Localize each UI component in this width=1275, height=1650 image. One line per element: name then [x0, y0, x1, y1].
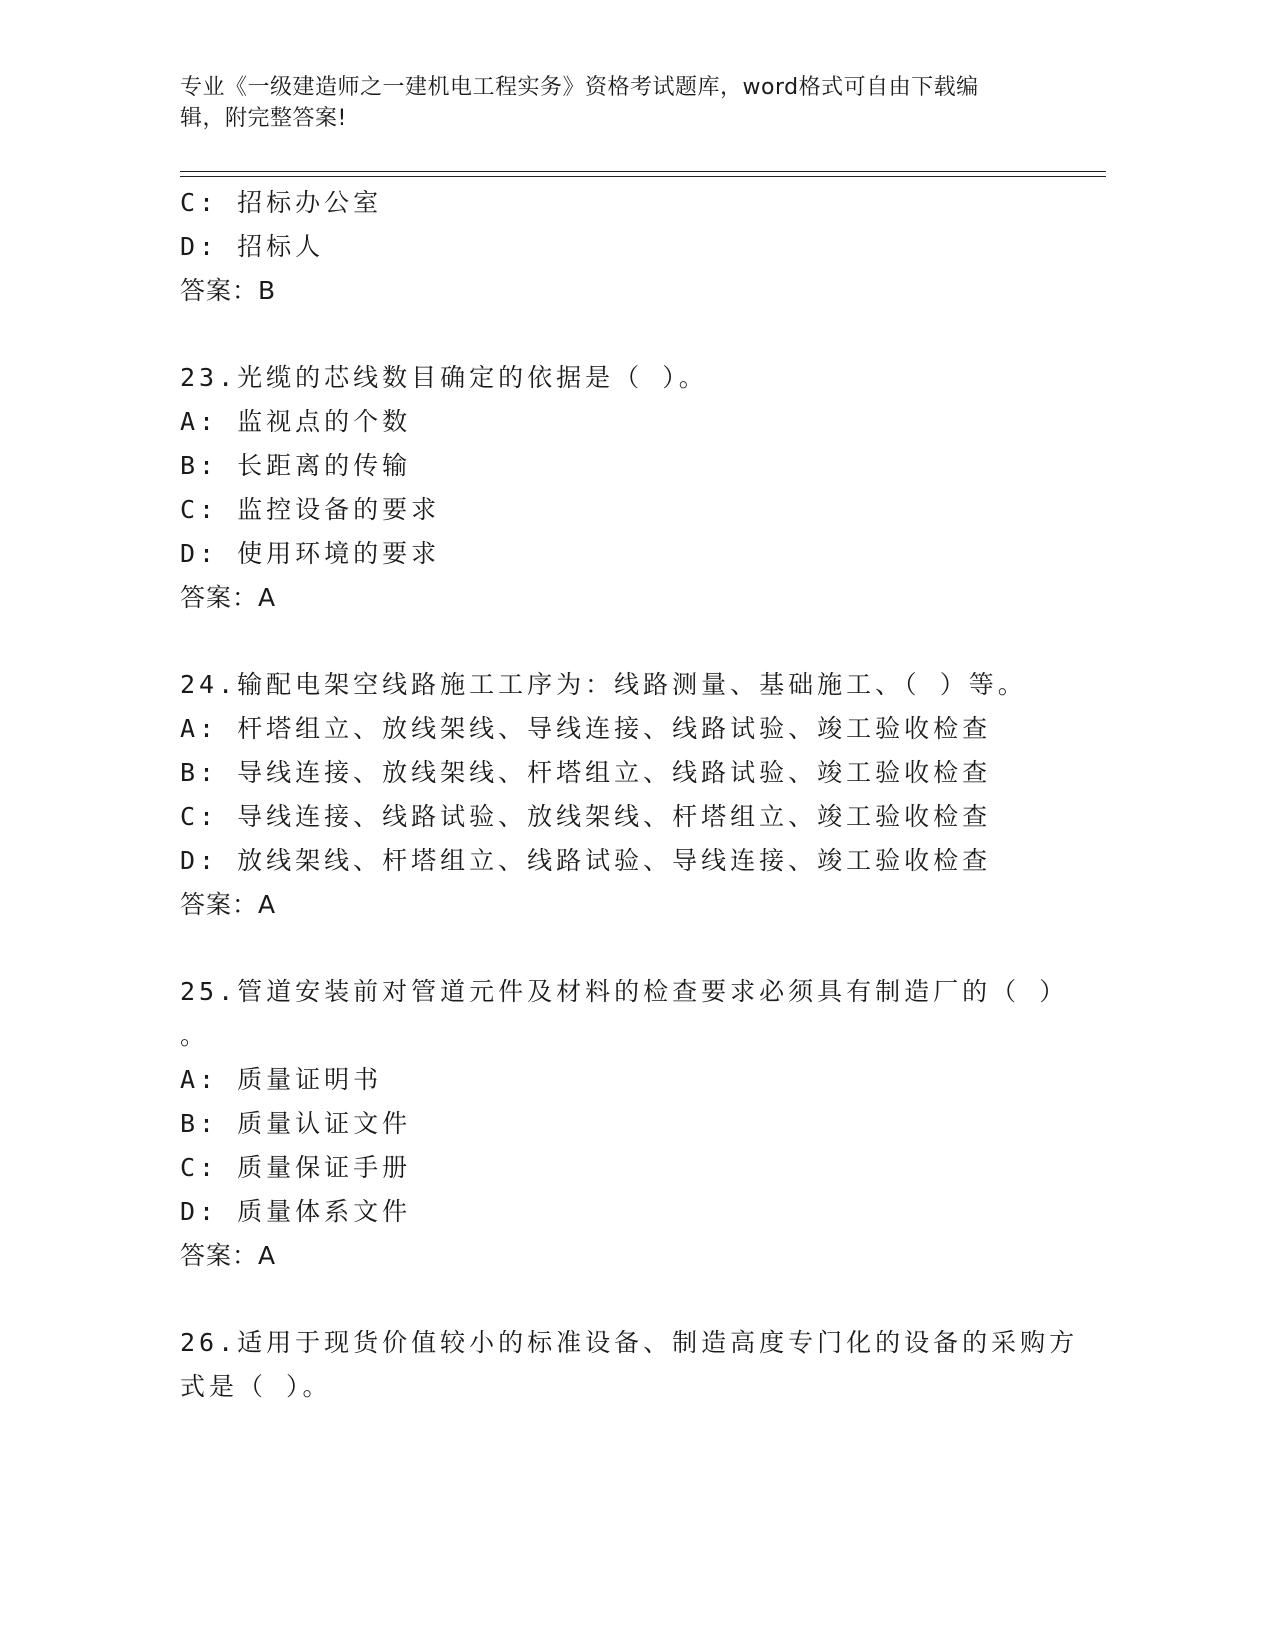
- option-d: D: 招标人: [180, 232, 325, 261]
- option-c: C: 招标办公室: [180, 188, 383, 217]
- option-d: D: 质量体系文件: [180, 1197, 412, 1226]
- question-24: [180, 663, 1080, 927]
- question-stem-line-2: 式是（ ）。: [180, 1372, 332, 1401]
- header-divider-bottom: [180, 176, 1106, 177]
- question-stem-line-2: 。: [180, 1021, 210, 1050]
- question-stem-line-1: 26.适用于现货价值较小的标准设备、制造高度专门化的设备的采购方: [180, 1328, 1079, 1357]
- answer: 答案：B: [180, 276, 277, 305]
- question-26: [180, 1321, 1080, 1409]
- option-c: C: 质量保证手册: [180, 1153, 412, 1182]
- option-b: B: 长距离的传输: [180, 451, 412, 480]
- option-a: A: 质量证明书: [180, 1065, 383, 1094]
- question-22: [180, 181, 1080, 313]
- question-23: [180, 356, 1080, 620]
- option-b: B: 质量认证文件: [180, 1109, 412, 1138]
- option-d: D: 使用环境的要求: [180, 539, 441, 568]
- option-d: D: 放线架线、杆塔组立、线路试验、导线连接、竣工验收检查: [180, 846, 992, 875]
- option-c: C: 监控设备的要求: [180, 495, 441, 524]
- header-line-1: 专业《一级建造师之一建机电工程实务》资格考试题库，word格式可自由下载编: [180, 75, 979, 100]
- header-line-2: 辑，附完整答案!: [180, 106, 347, 131]
- document-header: [180, 72, 1080, 134]
- question-stem: 24.输配电架空线路施工工序为：线路测量、基础施工、（ ）等。: [180, 670, 1027, 699]
- question-stem: 23.光缆的芯线数目确定的依据是（ ）。: [180, 363, 708, 392]
- option-a: A: 杆塔组立、放线架线、导线连接、线路试验、竣工验收检查: [180, 714, 992, 743]
- question-list: [180, 181, 1080, 1409]
- option-b: B: 导线连接、放线架线、杆塔组立、线路试验、竣工验收检查: [180, 758, 992, 787]
- answer: 答案：A: [180, 1241, 277, 1270]
- answer: 答案：A: [180, 890, 277, 919]
- option-c: C: 导线连接、线路试验、放线架线、杆塔组立、竣工验收检查: [180, 802, 992, 831]
- question-stem-line-1: 25.管道安装前对管道元件及材料的检查要求必须具有制造厂的（ ）: [180, 977, 1069, 1006]
- answer: 答案：A: [180, 583, 277, 612]
- option-a: A: 监视点的个数: [180, 407, 412, 436]
- header-divider-top: [180, 171, 1106, 172]
- question-25: [180, 970, 1080, 1278]
